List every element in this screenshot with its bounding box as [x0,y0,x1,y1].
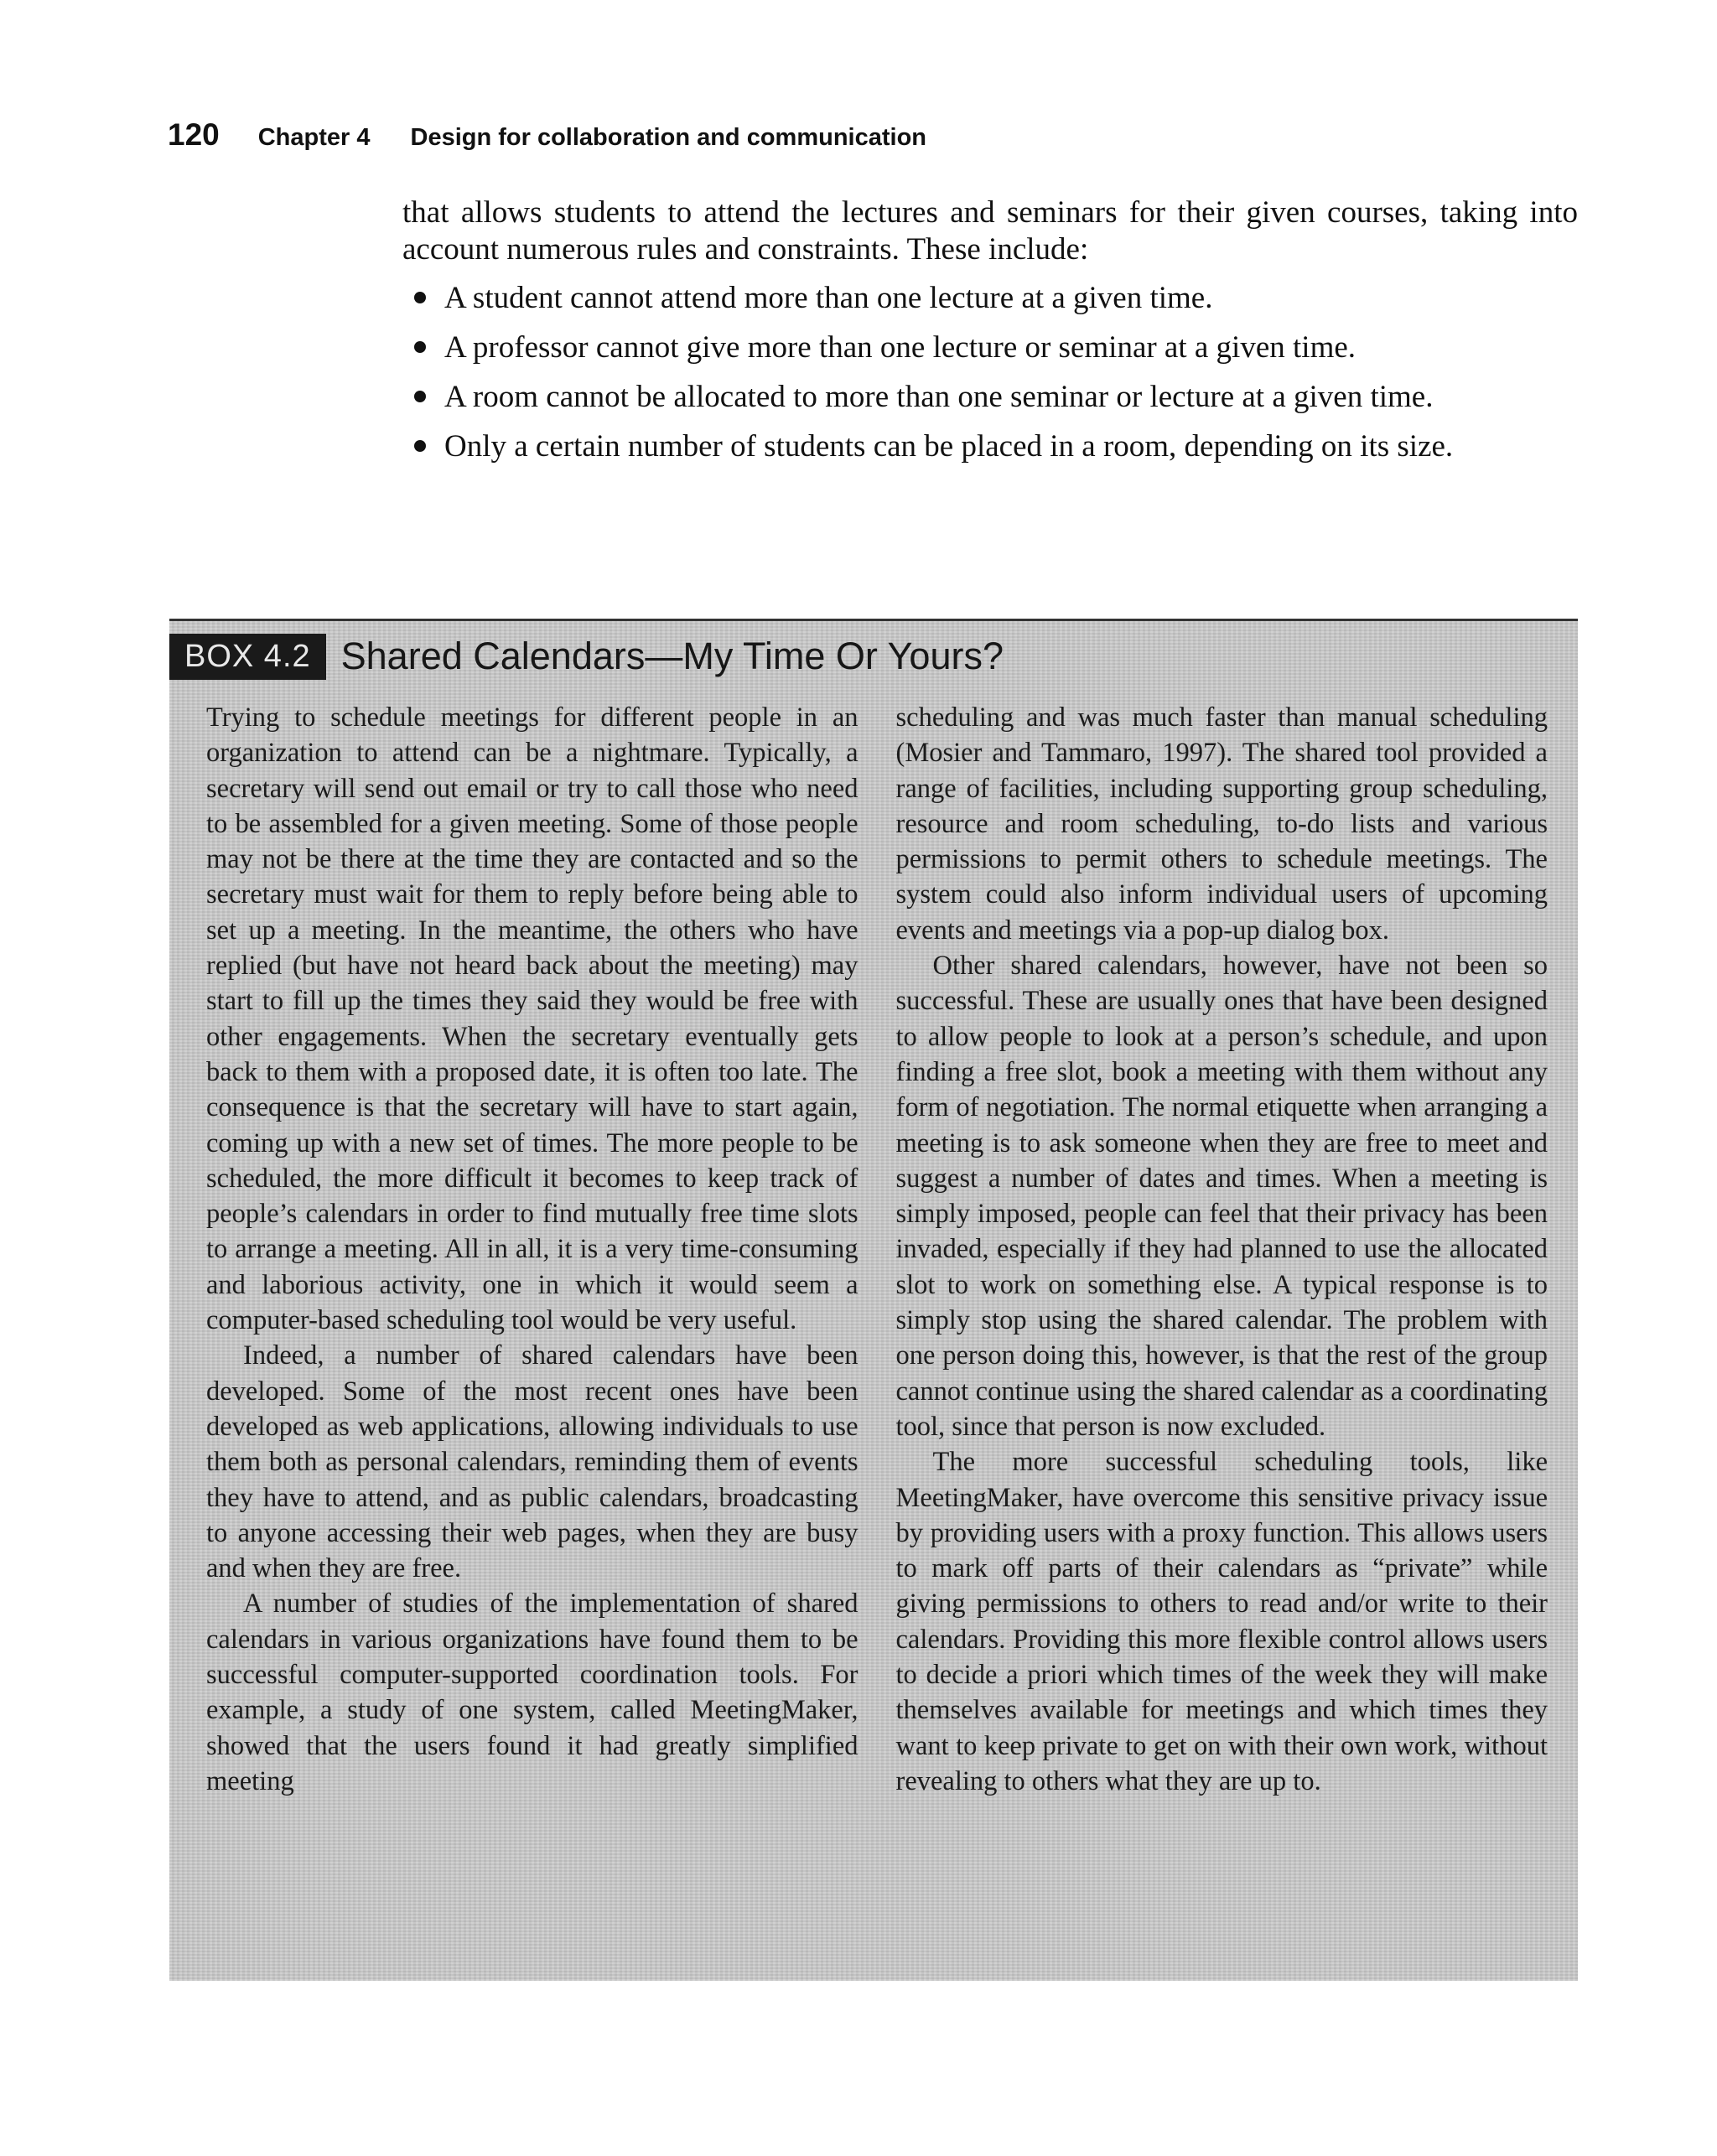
box-label: BOX 4.2 [169,634,326,680]
box-left-column [206,700,858,1799]
box-columns [206,700,1548,1799]
list-item-text: Only a certain number of students can be placed in a room, depending on its size. [444,429,1454,464]
list-item-text: A professor cannot give more than one lecture or seminar at a given time. [444,330,1356,365]
list-item [402,280,1578,317]
page-number: 120 [168,117,220,152]
bullet-icon [414,292,426,303]
box-paragraph: The more successful scheduling tools, like MeetingMaker, have overcome this sensitive privacy issue by providing users with a proxy function. This allows users to mark off parts of their calendars as “private” while giving permissions to others to read and/or write to their calendars. Providing this more flexible control allows users to decide a priori which times of the week they will make themselves available for meetings and which times they want to keep private to get on with their own work, without revealing to others what they are up to. [895,1447,1548,1796]
list-item [402,329,1578,366]
chapter-title: Design for collaboration and communication [410,124,926,151]
box-title: Shared Calendars—My Time Or Yours? [340,635,1004,677]
box-header [169,631,1004,682]
bullet-icon [414,341,426,353]
list-item-text: A room cannot be allocated to more than one seminar or lecture at a given time. [444,380,1434,414]
list-item [402,379,1578,416]
box-right-column [896,700,1548,1799]
sidebar-box [169,619,1578,1981]
intro-text [402,194,1578,478]
intro-paragraph: that allows students to attend the lectures and seminars for their given courses, taking into account numerous rules and constraints. These include: [402,195,1578,267]
bullet-icon [414,440,426,452]
box-paragraph: A number of studies of the implementation of shared calendars in various organizations have found them to be successful computer-supported coordination tools. For example, a study of one system, called MeetingMaker, showed that the users found it had greatly simplified meeting [206,1588,858,1796]
box-paragraph: Indeed, a number of shared calendars have been developed. Some of the most recent ones have been developed as web applications, allowing individuals to use them both as personal calendars, reminding them of events they have to attend, and as public calendars, broadcasting to anyone accessing their web pages, when they are busy and when they are free. [206,1340,858,1584]
chapter-label: Chapter 4 [257,124,371,151]
box-paragraph: Other shared calendars, however, have not been so successful. These are usually ones that have been designed to allow people to look at a person’s schedule, and upon finding a free slot, book a meeting with them without any form of negotiation. The normal etiquette when arranging a meeting is to ask someone when they are free to meet and suggest a number of dates and times. When a meeting is simply imposed, people can feel that their privacy has been invaded, especially if they had planned to use the allocated slot to work on something else. A typical response is to simply stop using the shared calendar. The problem with one person doing this, however, is that the rest of the group cannot continue using the shared calendar as a coordinating tool, since that person is now excluded. [895,951,1548,1442]
running-head [168,117,926,159]
list-item [402,428,1578,465]
bullet-icon [414,391,426,402]
box-paragraph: scheduling and was much faster than manual scheduling (Mosier and Tammaro, 1997). The shared tool provided a range of facilities, including supporting group scheduling, resource and room scheduling, to-do lists and various permissions to permit others to schedule meetings. The system could also inform individual users of upcoming events and meetings via a pop-up dialog box. [895,702,1548,946]
list-item-text: A student cannot attend more than one lecture at a given time. [444,281,1213,315]
constraint-list [402,280,1578,465]
box-paragraph: Trying to schedule meetings for different people in an organization to attend can be a nightmare. Typically, a secretary will send out email or try to call those who need to be assembled for a given meeting. Some of those people may not be there at the time they are contacted and so the secretary must wait for them to reply before being able to set up a meeting. In the meantime, the others who have replied (but have not heard back about the meeting) may start to fill up the times they said they would be free with other engagements. When the secretary eventually gets back to them with a proposed date, it is often too late. The consequence is that the secretary will have to start again, coming up with a new set of times. The more people to be scheduled, the more difficult it becomes to keep track of people’s calendars in order to find mutually free time slots to arrange a meeting. All in all, it is a very time-consuming and laborious activity, one in which it would seem a computer-based scheduling tool would be very useful. [206,702,858,1336]
